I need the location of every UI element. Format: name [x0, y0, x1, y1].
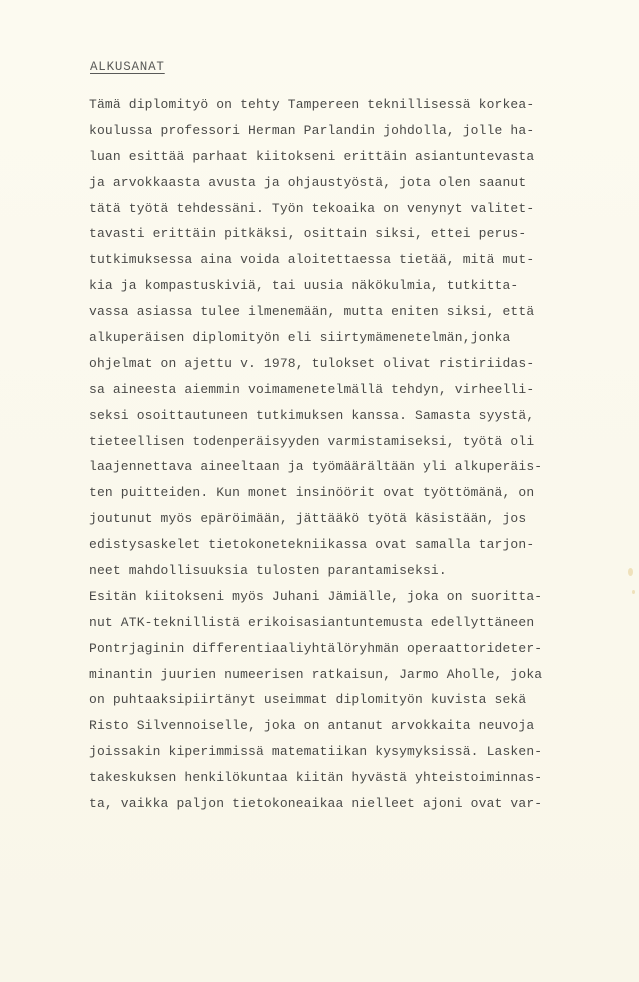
text-line: Risto Silvennoiselle, joka on antanut arvokkaita neuvoja [89, 718, 535, 734]
text-line: ta, vaikka paljon tietokoneaikaa nielleet ajoni ovat var- [89, 796, 543, 812]
text-line: nut ATK-teknillistä erikoisasiantuntemusta edellyttäneen [89, 614, 535, 630]
text-line: Tämä diplomityö on tehty Tampereen teknillisessä korkea- [89, 97, 535, 112]
text-line: koulussa professori Herman Parlandin johdolla, jolle ha- [89, 122, 535, 138]
text-line: sa aineesta aiemmin voimamenetelmällä tehdyn, virheelli- [89, 381, 535, 397]
text-line: tieteellisen todenperäisyyden varmistamiseksi, työtä oli [89, 433, 535, 449]
text-line: takeskuksen henkilökuntaa kiitän hyvästä yhteistoiminnas- [89, 770, 543, 786]
text-line: alkuperäisen diplomityön eli siirtymämenetelmän,jonka [89, 330, 511, 346]
text-line: edistysaskelet tietokonetekniikassa ovat samalla tarjon- [89, 537, 535, 553]
text-line: ja arvokkaasta avusta ja ohjaustyöstä, jota olen saanut [89, 174, 527, 190]
text-line: tavasti erittäin pitkäksi, osittain siksi, ettei perus- [89, 226, 527, 242]
text-line: Esitän kiitokseni myös Juhani Jämiälle, joka on suoritta- [89, 588, 543, 604]
text-line: on puhtaaksipiirtänyt useimmat diplomityön kuvista sekä [89, 692, 527, 708]
paper-stain [632, 590, 635, 594]
text-line: luan esittää parhaat kiitokseni erittäin asiantuntevasta [89, 148, 535, 164]
text-line: minantin juurien numeerisen ratkaisun, Jarmo Aholle, joka [89, 666, 543, 682]
page-heading: ALKUSANAT [90, 60, 165, 74]
text-line: laajennettava aineeltaan ja työmäärältään yli alkuperäis- [89, 459, 543, 475]
text-line: ten puitteiden. Kun monet insinöörit ovat työttömänä, on [89, 485, 535, 501]
body-text [89, 92, 629, 817]
text-line: seksi osoittautuneen tutkimuksen kanssa. Samasta syystä, [89, 407, 535, 423]
text-line: joissakin kiperimmissä matematiikan kysymyksissä. Lasken- [89, 744, 543, 760]
text-line: tutkimuksessa aina voida aloitettaessa tietää, mitä mut- [89, 252, 535, 268]
text-line: vassa asiassa tulee ilmenemään, mutta eniten siksi, että [89, 304, 535, 320]
text-line: ohjelmat on ajettu v. 1978, tulokset olivat ristiriidas- [89, 355, 535, 371]
paper-stain [628, 568, 633, 576]
text-line: tätä työtä tehdessäni. Työn tekoaika on venynyt valitet- [89, 200, 535, 216]
text-line: joutunut myös epäröimään, jättääkö työtä käsistään, jos [89, 511, 527, 527]
text-line: neet mahdollisuuksia tulosten parantamiseksi. [89, 563, 447, 579]
text-line: kia ja kompastuskiviä, tai uusia näkökulmia, tutkitta- [89, 278, 519, 294]
text-line: Pontrjaginin differentiaaliyhtälöryhmän operaattorideter- [89, 640, 543, 656]
